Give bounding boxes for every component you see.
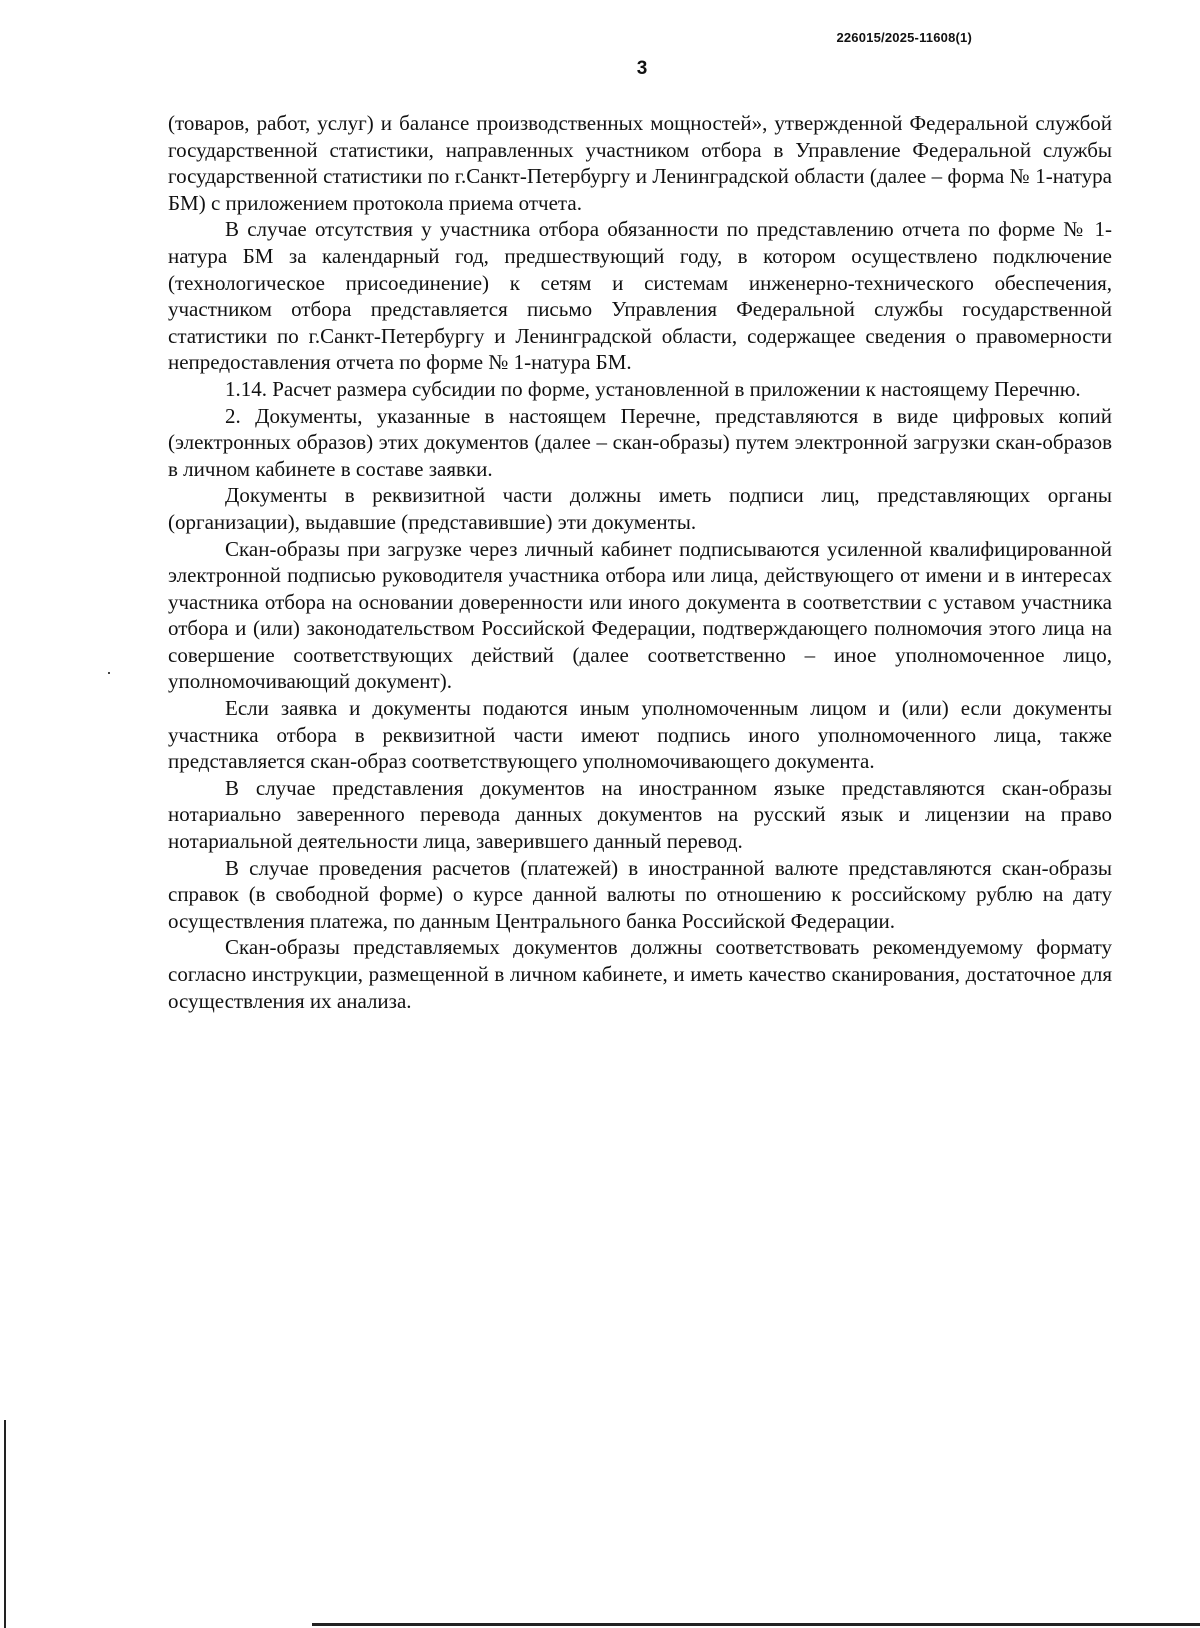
scan-edge-line-left (4, 1420, 6, 1628)
document-body (168, 110, 1112, 1014)
paragraph-authorized-person: Если заявка и документы подаются иным уполномоченным лицом и (или) если документы участника отбора в реквизитной части имеют подпись иного уполномоченного лица, также представляется скан-образ соответствующего уполномочивающего документа. (168, 696, 1112, 774)
paragraph-continuation: (товаров, работ, услуг) и балансе производственных мощностей», утвержденной Федеральной службой государственной статистики, направленных участником отбора в Управление Федеральной службы государственной статистики по г.Санкт-Петербургу и Ленинградской области (далее – форма № 1-натура БМ) с приложением протокола приема отчета. (168, 111, 1112, 215)
paragraph-foreign-language: В случае представления документов на иностранном языке представляются скан-образы нотариально заверенного перевода данных документов на русский язык и лицензии на право нотариальной деятельности лица, заверившего данный перевод. (168, 775, 1112, 854)
paragraph-signatures: Документы в реквизитной части должны иметь подписи лиц, представляющих органы (организации), выдавшие (представившие) эти документы. (168, 483, 1112, 534)
scan-edge-line-bottom (312, 1623, 1200, 1626)
document-registration-number: 226015/2025-11608(1) (836, 30, 972, 45)
paragraph-scan-format: Скан-образы представляемых документов должны соответствовать рекомендуемому формату согласно инструкции, размещенной в личном кабинете, и иметь качество сканирования, достаточное для осуществления их анализа. (168, 935, 1112, 1013)
paragraph-item-2: 2. Документы, указанные в настоящем Перечне, представляются в виде цифровых копий (электронных образов) этих документов (далее – скан-образы) путем электронной загрузки скан-образов в личном кабинете в составе заявки. (168, 403, 1112, 481)
paragraph-electronic-signature: Скан-образы при загрузке через личный кабинет подписываются усиленной квалифицированной электронной подписью руководителя участника отбора или лица, действующего от имени и в интересах участника отбора на основании доверенности или иного документа в соответствии с уставом участника отбора и (или) законодательством Российской Федерации, подтверждающего полномочия этого лица на совершение соответствующих действий (далее соответственно – иное уполномоченное лицо, уполномочивающий документ). (168, 536, 1112, 694)
paragraph-foreign-currency: В случае проведения расчетов (платежей) в иностранной валюте представляются скан-образы справок (в свободной форме) о курсе данной валюты по отношению к российскому рублю на дату осуществления платежа, по данным Центрального банка Российской Федерации. (168, 855, 1112, 933)
paragraph-item-1-14: 1.14. Расчет размера субсидии по форме, установленной в приложении к настоящему Перечню. (225, 376, 1081, 401)
paragraph-absence-of-obligation: В случае отсутствия у участника отбора обязанности по представлению отчета по форме № 1-натура БМ за календарный год, предшествующий году, в котором осуществлено подключение (технологическое присоединение) к сетям и системам инженерно-технического обеспечения, участником отбора представляется письмо Управления Федеральной службы государственной статистики по г.Санкт-Петербургу и Ленинградской области, содержащее сведения о правомерности непредоставления отчета по форме № 1-натура БМ. (168, 217, 1112, 375)
page-number: 3 (636, 58, 648, 79)
scan-speck (108, 672, 110, 674)
